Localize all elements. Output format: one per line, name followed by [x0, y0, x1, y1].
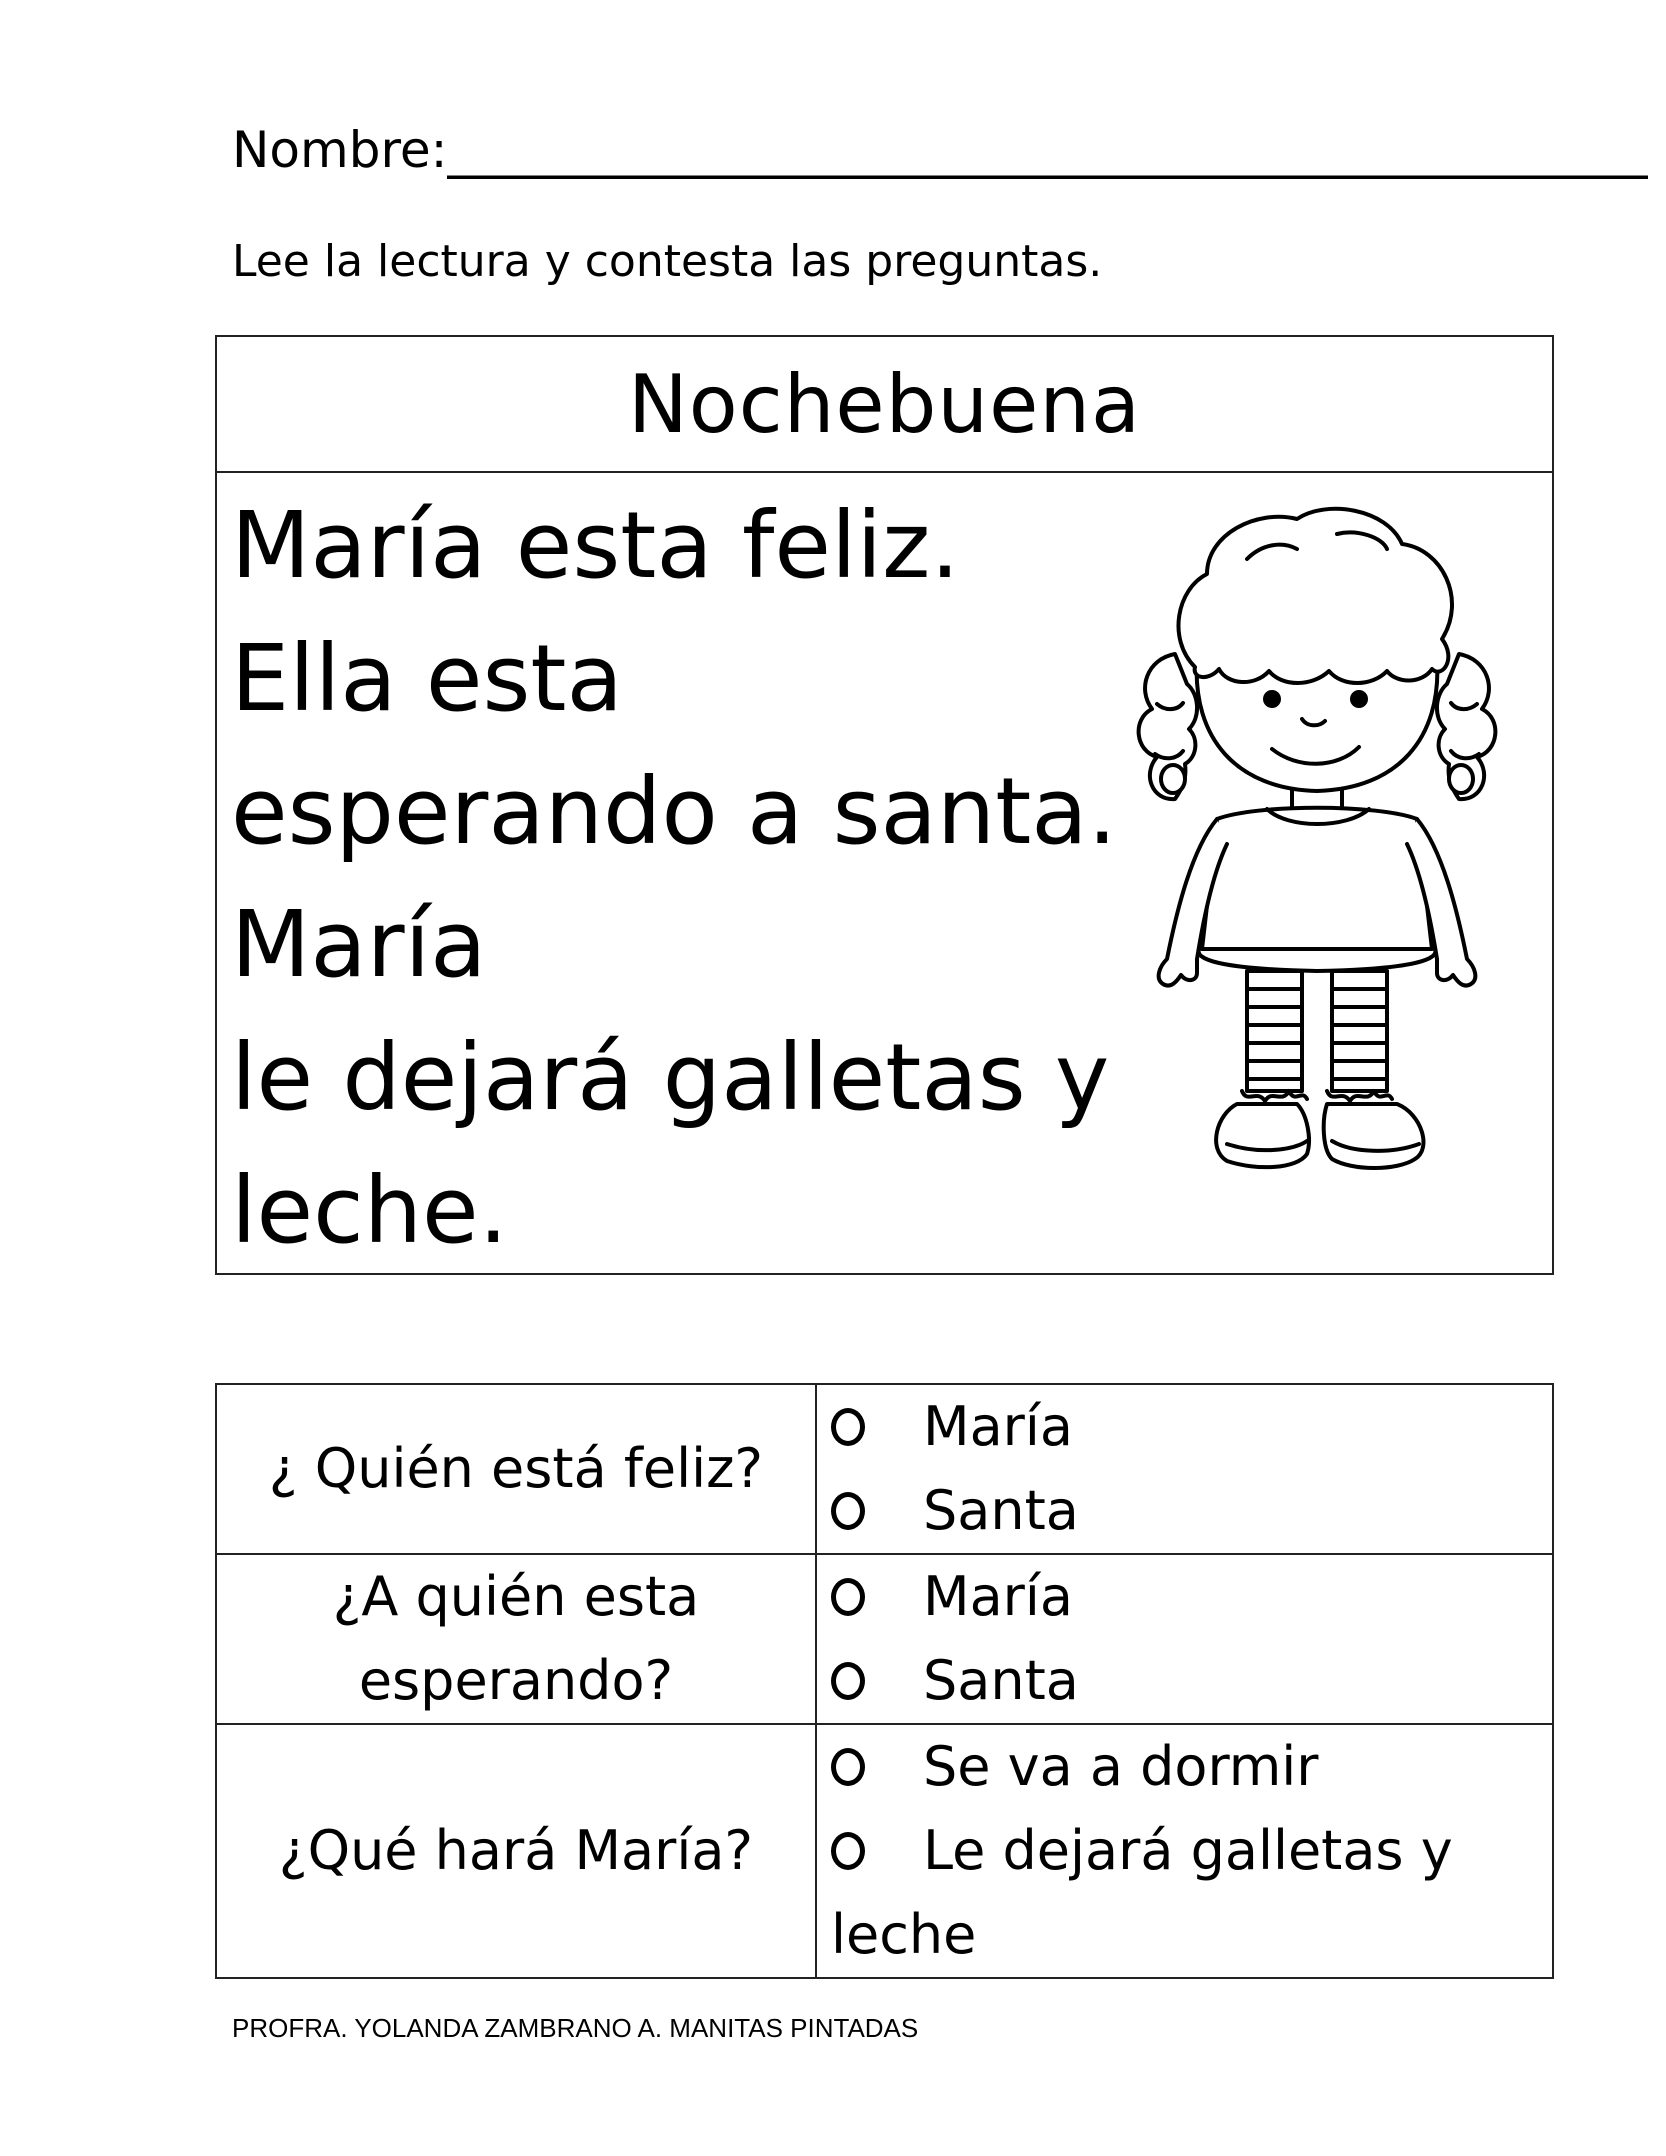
- circle-icon[interactable]: [831, 1832, 865, 1870]
- reading-line: Ella esta: [231, 625, 623, 732]
- answer-option[interactable]: [831, 1555, 1538, 1639]
- reading-box: [215, 335, 1554, 1275]
- option-continuation: leche: [831, 1903, 977, 1966]
- girl-illustration: [1097, 489, 1537, 1189]
- answer-options: [816, 1554, 1553, 1724]
- answer-option[interactable]: [831, 1385, 1538, 1469]
- question-row: [216, 1724, 1553, 1978]
- circle-icon[interactable]: [831, 1748, 865, 1786]
- questions-table: [215, 1383, 1554, 1979]
- reading-line: María esta feliz.: [231, 492, 960, 599]
- name-blank-line[interactable]: ________________________________________________: [447, 121, 1648, 179]
- reading-line: esperando a santa.: [231, 758, 1117, 865]
- instructions: Lee la lectura y contesta las preguntas.: [232, 236, 1103, 287]
- question-row: [216, 1554, 1553, 1724]
- option-label: María: [923, 1565, 1073, 1628]
- option-label: Santa: [923, 1649, 1079, 1712]
- answer-option[interactable]: [831, 1725, 1538, 1809]
- name-label: Nombre:: [232, 121, 448, 179]
- reading-line: le dejará galletas y: [231, 1024, 1110, 1131]
- circle-icon[interactable]: [831, 1492, 865, 1530]
- reading-text: [231, 479, 1117, 1277]
- option-label: Se va a dormir: [923, 1735, 1319, 1798]
- answer-option[interactable]: [831, 1809, 1538, 1893]
- question-row: [216, 1384, 1553, 1554]
- answer-option[interactable]: [831, 1639, 1538, 1723]
- option-label: Santa: [923, 1479, 1079, 1542]
- answer-options: [816, 1384, 1553, 1554]
- answer-option[interactable]: [831, 1469, 1538, 1553]
- question-text: ¿ Quién está feliz?: [216, 1384, 816, 1554]
- reading-title: Nochebuena: [217, 337, 1552, 473]
- question-text: ¿Qué hará María?: [216, 1724, 816, 1978]
- option-label: Le dejará galletas y: [923, 1819, 1453, 1882]
- option-label: María: [923, 1395, 1073, 1458]
- answer-options: [816, 1724, 1553, 1978]
- circle-icon[interactable]: [831, 1408, 865, 1446]
- reading-line: leche.: [231, 1157, 508, 1264]
- reading-line: María: [231, 891, 487, 998]
- name-field[interactable]: [232, 118, 1648, 182]
- footer-credit: PROFRA. YOLANDA ZAMBRANO A. MANITAS PINTADAS: [232, 2013, 919, 2043]
- circle-icon[interactable]: [831, 1662, 865, 1700]
- circle-icon[interactable]: [831, 1578, 865, 1616]
- question-text: ¿A quién esta esperando?: [216, 1554, 816, 1724]
